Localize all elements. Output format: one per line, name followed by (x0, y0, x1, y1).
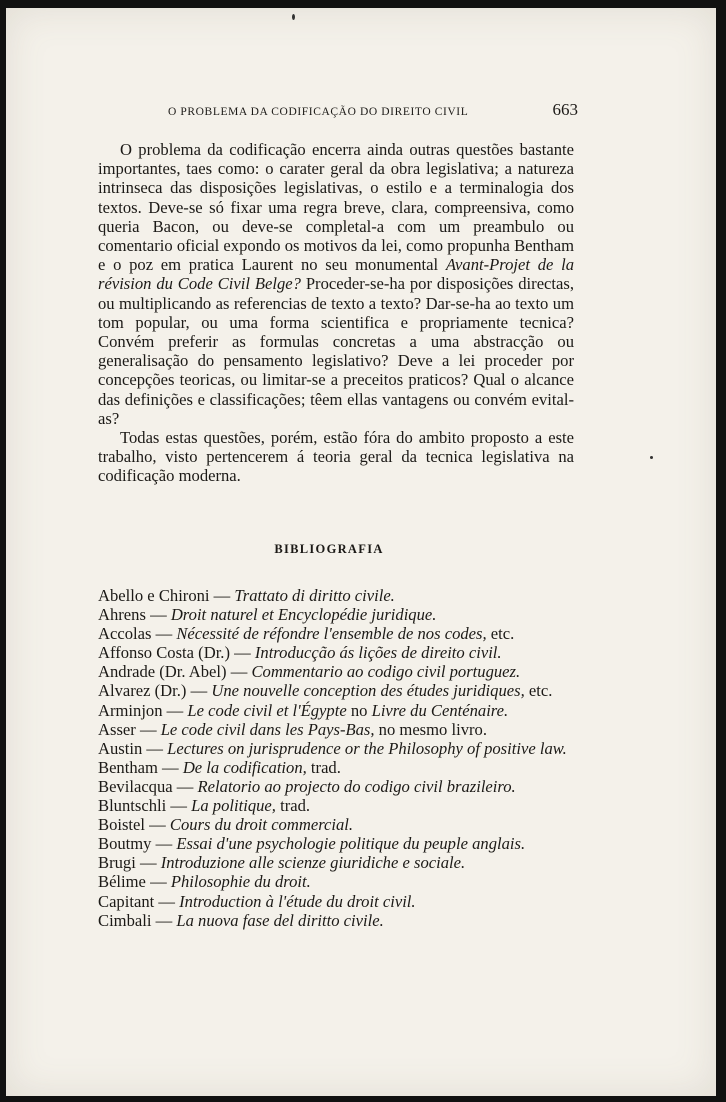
bibliography-entry (98, 796, 576, 815)
paragraph-text: O problema da codificação encerra ainda outras questões bastante importantes, taes como: o carater geral da obra legislativa; a natureza intrinseca das disposições legislativas, o estilo e a terminalogia dos textos. Deve-se só fixar uma regra breve, clara, compreensiva, como queria Bacon, ou deve-se completal-a com um preambulo ou comentario oficial expondo os motivos da lei, como propunha Bentham e o poz em pratica Laurent no seu monumental (98, 140, 574, 275)
entry-note: no mesmo livro. (374, 719, 487, 739)
entry-author: Andrade (Dr. Abel) — (98, 662, 252, 682)
entry-work: Lectures on jurisprudence or the Philosophy of positive law. (167, 738, 567, 758)
bibliography-entry (98, 681, 576, 700)
entry-note: trad. (275, 796, 311, 816)
bibliography-entry (98, 643, 576, 662)
entry-author: Bluntschli — (98, 796, 192, 816)
entry-author: Boistel — (98, 815, 170, 835)
entry-work: Commentario ao codigo civil portuguez. (251, 662, 521, 682)
bibliography-entry (98, 777, 576, 796)
bibliography-entry (98, 872, 576, 891)
bibliography-heading (6, 542, 716, 557)
book-page (6, 8, 716, 1096)
entry-work: La nuova fase del diritto civile. (176, 910, 384, 930)
entry-author: Cimbali — (98, 910, 177, 930)
bibliography-entry (98, 624, 576, 643)
entry-author: Asser — (98, 719, 161, 739)
entry-author: Austin — (98, 738, 168, 758)
entry-author: Brugi — (98, 853, 161, 873)
entry-note: trad. (306, 757, 341, 777)
page-number: 663 (552, 100, 578, 119)
bibliography-entry (98, 892, 576, 911)
body-text (98, 140, 574, 486)
cited-work: Avant-Projet de la révision du Code Civil Belge? (98, 255, 575, 294)
bibliography-entry (98, 853, 576, 872)
entry-author: Bentham — (98, 757, 183, 777)
entry-author: Arminjon — (98, 700, 188, 720)
entry-work: De la codification, (182, 757, 307, 777)
bibliography-entry (98, 662, 576, 681)
bibliography-entry (98, 815, 576, 834)
entry-work: Trattato di diritto civile. (234, 586, 395, 605)
entry-author: Boutmy — (98, 834, 177, 854)
running-title: O PROBLEMA DA CODIFICAÇÃO DO DIREITO CIVIL (168, 106, 469, 118)
entry-note: etc. (486, 624, 515, 644)
entry-work: Introduzione alle scienze giuridiche e sociale. (160, 853, 466, 873)
running-header (168, 100, 578, 120)
entry-work: Nécessité de réfondre l'ensemble de nos codes, (176, 624, 487, 644)
entry-work: Le code civil dans les Pays-Bas, (160, 719, 375, 739)
entry-author: Ahrens — (98, 605, 171, 625)
bibliography-entry (98, 701, 576, 720)
entry-work: Philosophie du droit. (170, 872, 311, 892)
bibliography-entry (98, 605, 576, 624)
print-speck (292, 14, 295, 20)
entry-work: Introduction à l'étude du droit civil. (179, 891, 416, 911)
entry-author: Alvarez (Dr.) — (98, 681, 212, 701)
entry-author: Affonso Costa (Dr.) — (98, 643, 255, 663)
bibliography-list (98, 586, 576, 930)
bibliography-title: BIBLIOGRAFIA (274, 542, 384, 556)
print-speck (650, 456, 653, 459)
entry-work: Cours du droit commercial. (169, 815, 354, 835)
entry-note: etc. (524, 681, 553, 701)
entry-work: Livre du Centénaire. (371, 700, 509, 720)
entry-work: Essai d'une psychologie politique du peuple anglais. (176, 834, 526, 854)
entry-work: Relatorio ao projecto do codigo civil brazileiro. (197, 776, 516, 796)
entry-note: no (346, 700, 372, 720)
bibliography-entry (98, 739, 576, 758)
entry-work: La politique, (191, 796, 276, 816)
entry-work: Le code civil et l'Égypte (187, 700, 347, 720)
bibliography-entry (98, 834, 576, 853)
entry-author: Bélime — (98, 872, 171, 892)
bibliography-entry (98, 720, 576, 739)
entry-work: Une nouvelle conception des études juridiques, (211, 681, 525, 701)
entry-author: Accolas — (98, 624, 177, 644)
entry-author: Capitant — (98, 891, 180, 911)
entry-author: Abello e Chironi — (98, 586, 235, 605)
paragraph (98, 140, 574, 428)
bibliography-entry (98, 586, 576, 605)
entry-author: Bevilacqua — (98, 776, 198, 796)
bibliography-entry (98, 911, 576, 930)
paragraph: Todas estas questões, porém, estão fóra do ambito proposto a este trabalho, visto pertencerem á teoria geral da tecnica legislativa na codificação moderna. (98, 428, 574, 486)
entry-work: Droit naturel et Encyclopédie juridique. (170, 605, 437, 625)
paragraph-text: Proceder-se-ha por disposições directas, ou multiplicando as referencias de texto a texto? Dar-se-ha ao texto um tom popular, ou uma forma scientifica e propriamente tecnica? Convém preferir as formulas concretas a uma abstracção ou generalisação do pensamento legislativo? Deve a lei proceder por concepções teoricas, ou limitar-se a preceitos praticos? Qual o alcance das definições e classificações; têem ellas vantagens ou convém evital-as? (98, 274, 575, 428)
entry-work: Introducção ás lições de direito civil. (254, 643, 502, 663)
bibliography-entry (98, 758, 576, 777)
